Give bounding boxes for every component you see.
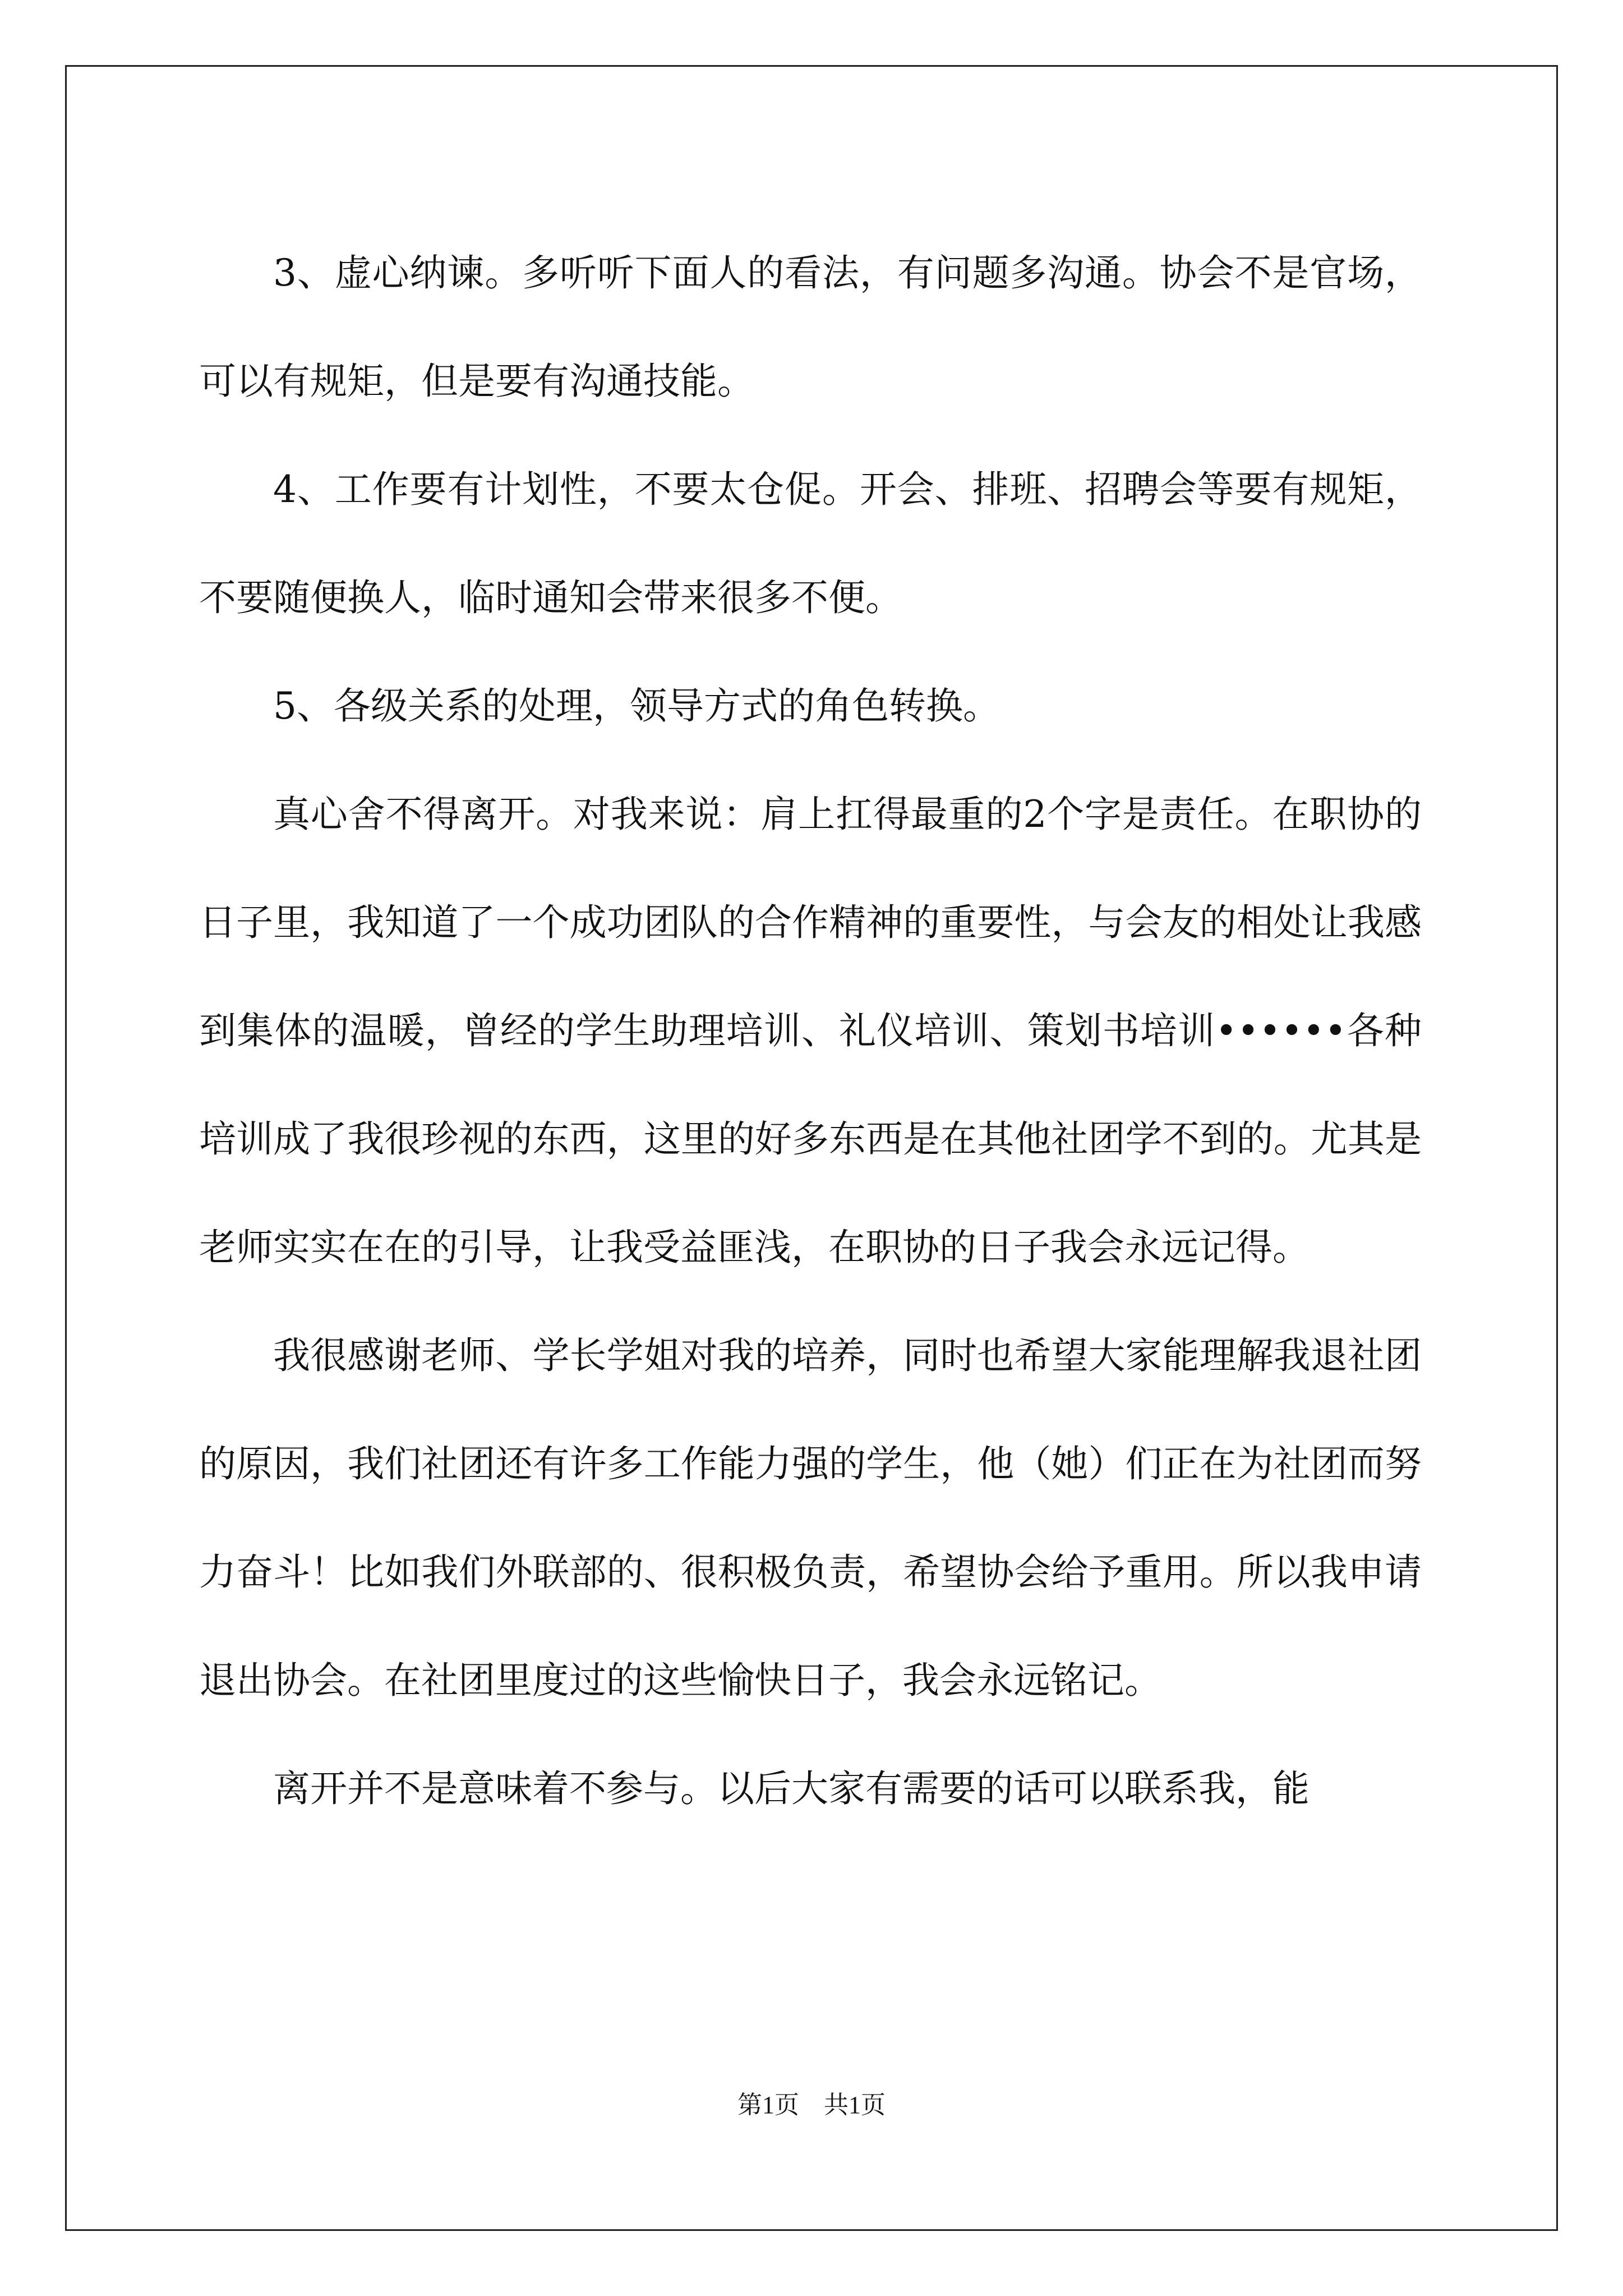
page-total: 共1页	[824, 2091, 886, 2119]
paragraph-item-5: 5、各级关系的处理，领导方式的角色转换。	[273, 684, 1000, 728]
paragraph-leaving: 离开并不是意味着不参与。以后大家有需要的话可以联系我，能	[273, 1767, 1310, 1810]
paragraph-item-3: 3、虚心纳谏。多听听下面人的看法，有问题多沟通。协会不是官场，可以有规矩，但是要有沟通技能。	[199, 251, 1422, 403]
document-body	[199, 219, 1422, 1843]
page-footer	[0, 2091, 1623, 2119]
page-number: 第1页	[737, 2091, 799, 2119]
paragraph-item-4: 4、工作要有计划性，不要太仓促。开会、排班、招聘会等要有规矩，不要随便换人，临时通知会带来很多不便。	[199, 468, 1422, 619]
paragraph-responsibility: 真心舍不得离开。对我来说：肩上扛得最重的2个字是责任。在职协的日子里，我知道了一个成功团队的合作精神的重要性，与会友的相处让我感到集体的温暖，曾经的学生助理培训、礼仪培训、策划书培训••••••各种培训成了我很珍视的东西，这里的好多东西是在其他社团学不到的。尤其是老师实实在在的引导，让我受益匪浅，在职协的日子我会永远记得。	[199, 793, 1422, 1269]
paragraph-gratitude: 我很感谢老师、学长学姐对我的培养，同时也希望大家能理解我退社团的原因，我们社团还有许多工作能力强的学生，他（她）们正在为社团而努力奋斗！比如我们外联部的、很积极负责，希望协会给予重用。所以我申请退出协会。在社团里度过的这些愉快日子，我会永远铭记。	[199, 1334, 1422, 1702]
